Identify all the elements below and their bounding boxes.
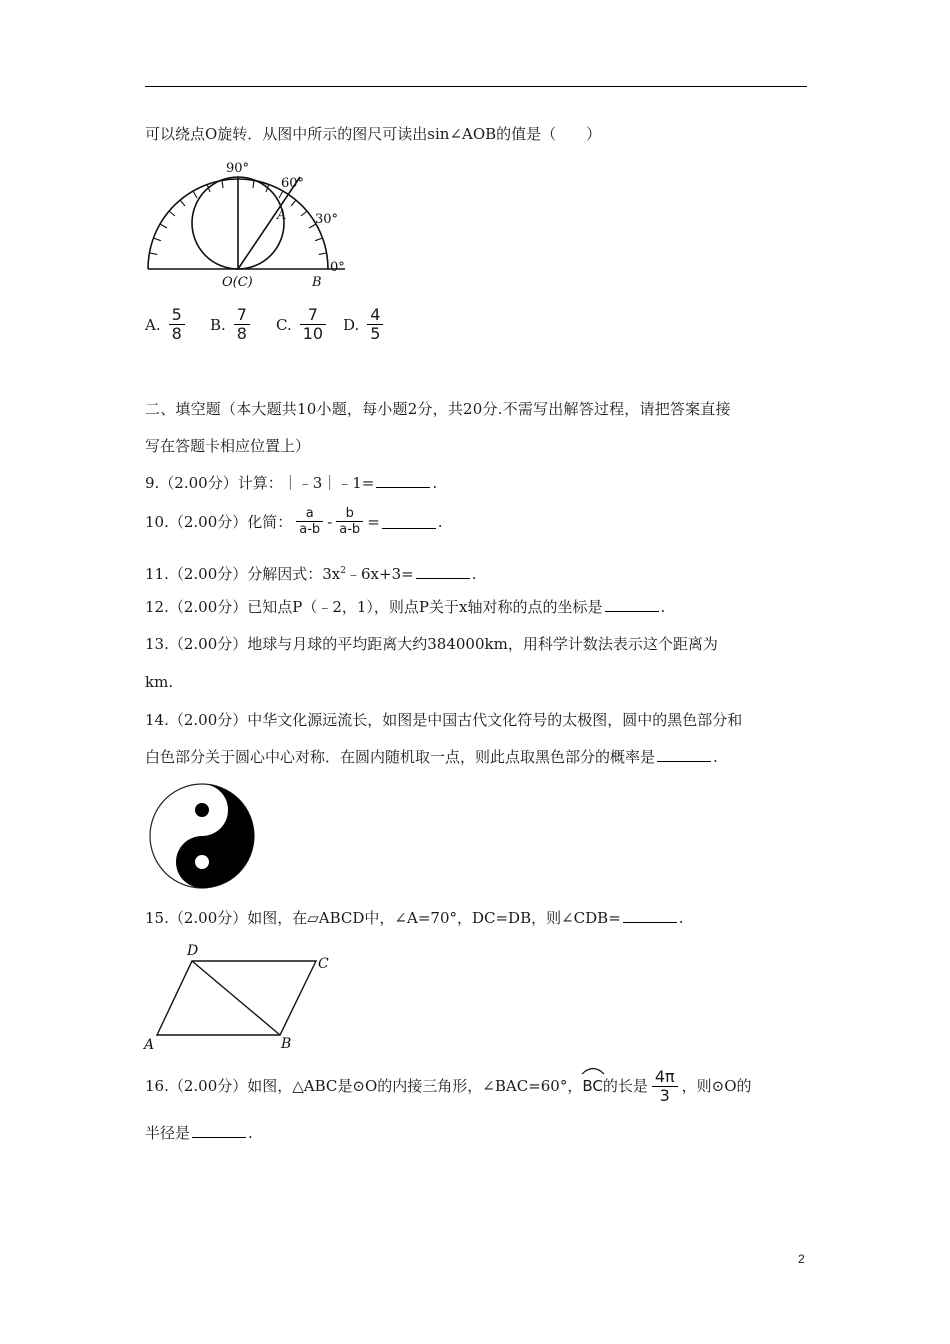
- question-16-line1: 16.（2.00分）如图，△ABC是⊙O的内接三角形，∠BAC=60°， BC 的长是 $\frac{4\pi}{3}$ ，则⊙O的: [145, 1066, 752, 1105]
- choice-c: C. $\frac{7}{10}$: [276, 306, 330, 343]
- protractor-label-60: 60°: [281, 176, 305, 191]
- answer-blank[interactable]: [657, 747, 711, 762]
- question-14-line2: 白色部分关于圆心中心对称．在圆内随机取一点，则此点取黑色部分的概率是 .: [145, 748, 718, 766]
- question-15: 15.（2.00分）如图，在▱ABCD中，∠A=70°，DC=DB，则∠CDB= .: [145, 909, 684, 927]
- answer-blank[interactable]: [192, 1123, 246, 1138]
- question-10: 10.（2.00分）化简： $\frac{a}{a-b}$ - $\frac{b}{a-b}$ = .: [145, 506, 443, 537]
- question-16-line2: 半径是 .: [145, 1124, 253, 1142]
- q10-fraction-1: $\frac{a}{a-b}$: [296, 506, 323, 537]
- protractor-label-30: 30°: [315, 212, 339, 227]
- answer-blank[interactable]: [605, 597, 659, 612]
- answer-blank[interactable]: [382, 514, 436, 529]
- parallelogram-label-a: A: [144, 1037, 155, 1053]
- question-13-line2: km.: [145, 673, 174, 691]
- q8-tail-text: 可以绕点O旋转．从图中所示的图尺可读出sin∠AOB的值是（ ）: [145, 125, 602, 143]
- choice-b-fraction: $\frac{7}{8}$: [234, 306, 250, 343]
- parallelogram-drawing: [157, 961, 316, 1035]
- choice-a: A. $\frac{5}{8}$: [145, 306, 189, 343]
- taiji-white-dot: [195, 855, 209, 869]
- protractor-label-90: 90°: [226, 161, 250, 176]
- taiji-black-dot: [195, 803, 209, 817]
- question-14-line1: 14.（2.00分）中华文化源远流长，如图是中国古代文化符号的太极图，圆中的黑色部分和: [145, 711, 743, 729]
- protractor-label-o: O(C): [222, 275, 253, 290]
- choice-b: B. $\frac{7}{8}$: [210, 306, 254, 343]
- parallelogram-label-d: D: [187, 943, 199, 959]
- arc-bc: BC: [582, 1075, 603, 1097]
- section2-heading-line1: 二、填空题（本大题共10小题，每小题2分，共20分.不需写出解答过程，请把答案直接: [145, 400, 731, 418]
- q10-fraction-2: $\frac{b}{a-b}$: [336, 506, 363, 537]
- protractor-figure: [140, 155, 360, 290]
- question-11: 11.（2.00分）分解因式：$3x^2﹣6x+3=$ .: [145, 565, 477, 583]
- choice-d-fraction: $\frac{4}{5}$: [367, 306, 383, 343]
- protractor-label-0: 0°: [330, 260, 345, 275]
- header-rule: [145, 86, 807, 87]
- choice-a-fraction: $\frac{5}{8}$: [169, 306, 185, 343]
- protractor-label-b: B: [312, 275, 322, 290]
- choice-c-fraction: $\frac{7}{10}$: [300, 306, 326, 343]
- page-number: 2: [798, 1252, 805, 1266]
- question-12: 12.（2.00分）已知点P（﹣2，1），则点P关于x轴对称的点的坐标是 .: [145, 598, 666, 616]
- answer-blank[interactable]: [623, 908, 677, 923]
- protractor-label-a: A: [277, 208, 287, 223]
- section2-heading-line2: 写在答题卡相应位置上）: [145, 437, 311, 455]
- question-13-line1: 13.（2.00分）地球与月球的平均距离大约384000km，用科学计数法表示这个距离为: [145, 635, 718, 653]
- parallelogram-label-c: C: [318, 956, 329, 972]
- taiji-figure: [147, 781, 257, 891]
- answer-blank[interactable]: [376, 473, 430, 488]
- parallelogram-figure: [140, 940, 340, 1055]
- q16-fraction: $\frac{4\pi}{3}$: [652, 1068, 678, 1105]
- answer-blank[interactable]: [416, 564, 470, 579]
- question-9: 9.（2.00分）计算：｜﹣3｜﹣1= .: [145, 474, 438, 492]
- arc-symbol-icon: [580, 1065, 606, 1075]
- parallelogram-label-b: B: [281, 1036, 292, 1052]
- choice-d: D. $\frac{4}{5}$: [343, 306, 387, 343]
